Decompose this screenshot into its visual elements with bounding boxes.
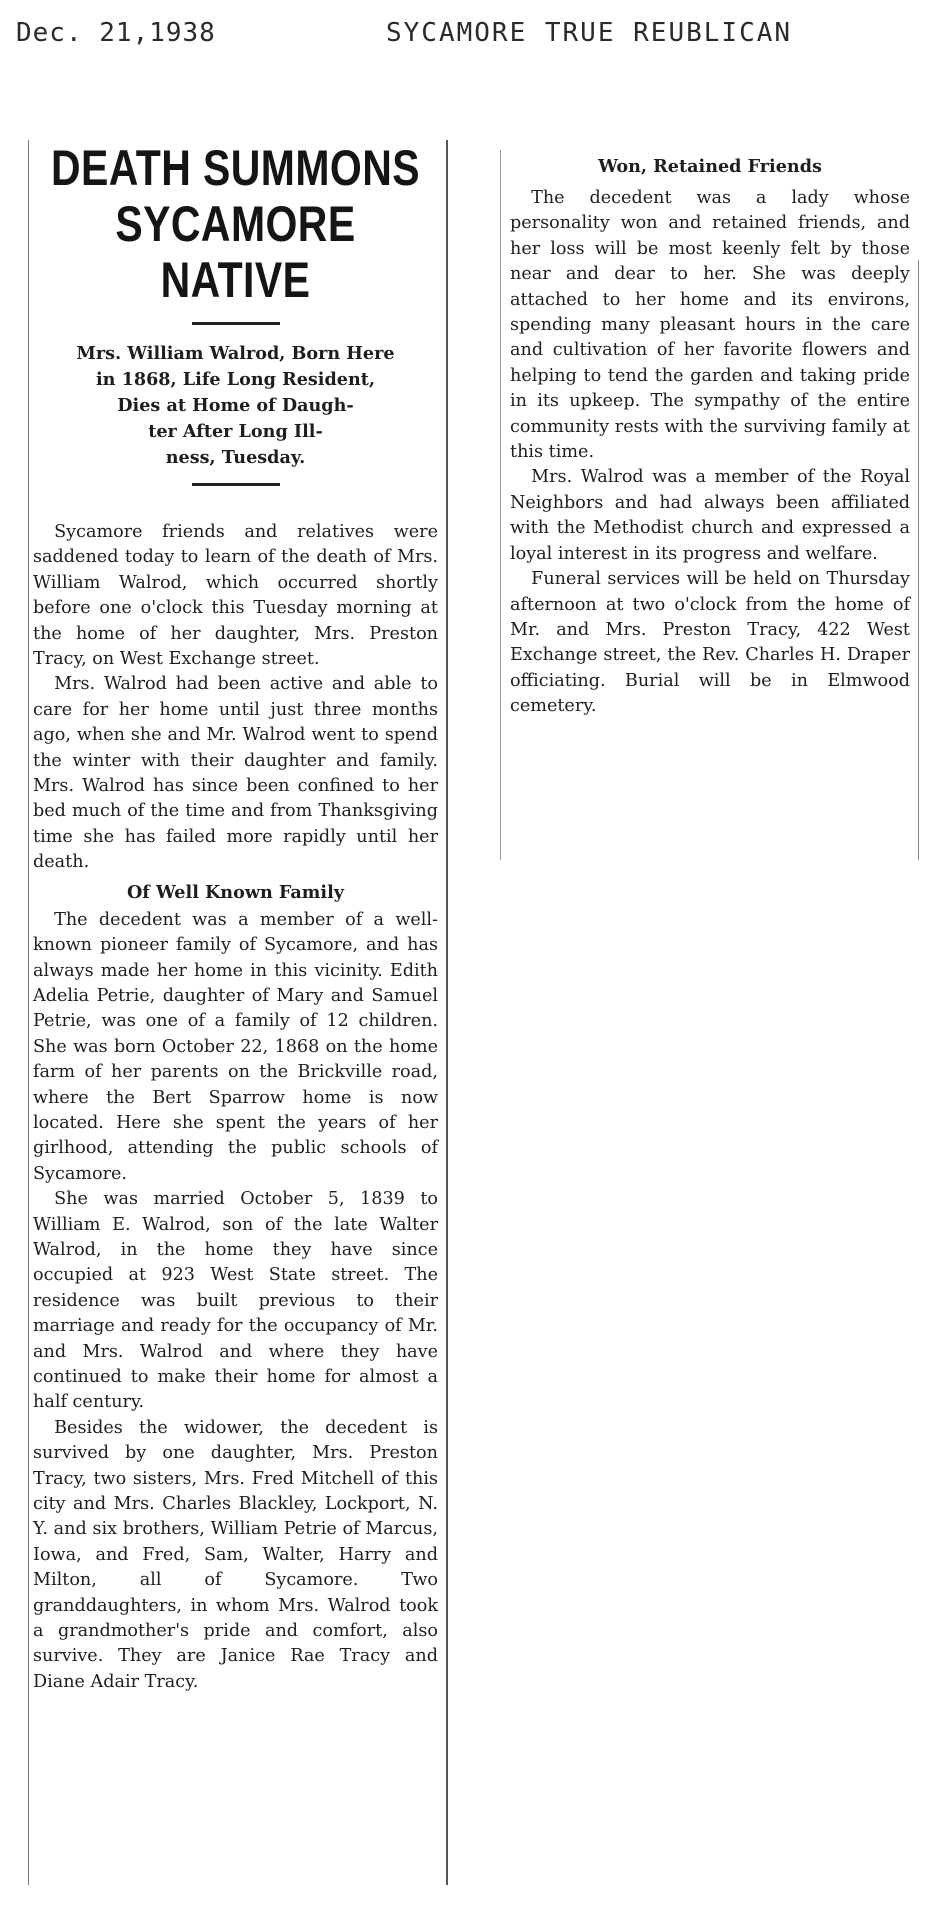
column-rule-middle-secondary <box>500 150 501 860</box>
deck-line: Dies at Home of Daugh- <box>117 395 354 416</box>
deck-line: Mrs. William Walrod, Born Here <box>76 343 395 364</box>
clipping-header <box>16 18 928 54</box>
deck-line: ness, Tuesday. <box>165 447 306 468</box>
column-rule-middle <box>446 140 448 1885</box>
headline-divider <box>192 322 280 325</box>
body-paragraph: Besides the widower, the decedent is survived by one daughter, Mrs. Preston Tracy, two sisters, Mrs. Fred Mitchell of this city and Mrs. Charles Blackley, Lockport, N. Y. and six brothers, William Petrie of Marcus, Iowa, and Fred, Sam, Walter, Harry and Milton, all of Sycamore. Two granddaughters, in whom Mrs. Walrod took a grandmother's pride and comfort, also survive. They are Janice Rae Tracy and Diane Adair Tracy. <box>33 1417 438 1692</box>
column-rule-right <box>918 260 919 860</box>
deck-divider <box>192 483 280 486</box>
subhead-won-retained-friends: Won, Retained Friends <box>598 156 822 177</box>
body-paragraph: Mrs. Walrod had been active and able to care for her home until just three months ago, when she and Mr. Walrod went to spend the winter with their daughter and family. Mrs. Walrod has since been confined to her bed much of the time and from Thanksgiving time she has failed more rapidly until her death. <box>33 674 438 873</box>
subhead-well-known-family: Of Well Known Family <box>126 881 345 903</box>
body-paragraph: Mrs. Walrod was a member of the Royal Neighbors and had always been affiliated with the Methodist church and expressed a loyal interest in its progress and welfare. <box>510 467 910 564</box>
newspaper-name: SYCAMORE TRUE REUBLICAN <box>386 18 793 48</box>
body-paragraph: The decedent was a member of a well-known pioneer family of Sycamore, and has always made her home in this vicinity. Edith Adelia Petrie, daughter of Mary and Samuel Petrie, was one of a family of 12 children. She was born October 22, 1868 on the home farm of her parents on the Brickville road, where the Bert Sparrow home is now located. Here she spent the years of her girlhood, attending the public schools of Sycamore. <box>33 909 438 1184</box>
deck-line: in 1868, Life Long Resident, <box>95 369 376 390</box>
headline-line-2: SYCAMORE NATIVE <box>115 196 356 308</box>
article-left-column <box>33 140 438 1695</box>
article-deck <box>33 341 438 471</box>
column-rule-left <box>28 140 29 1885</box>
body-paragraph: The decedent was a lady whose personality won and retained friends, and her loss will be most keenly felt by those near and dear to her. She was deeply attached to her home and its environs, spending many pleasant hours in the care and cultivation of her favorite flowers and helping to tend the garden and taking pride in its upkeep. The sympathy of the entire community rests with the surviving family at this time. <box>510 188 910 463</box>
body-paragraph: She was married October 5, 1839 to William E. Walrod, son of the late Walter Walrod, in the home they have since occupied at 923 West State street. The residence was built previous to their marriage and ready for the occupancy of Mr. and Mrs. Walrod and where they have continued to make their home for almost a half century. <box>33 1189 438 1413</box>
deck-line: ter After Long Ill- <box>148 421 323 442</box>
headline-line-1: DEATH SUMMONS <box>50 140 421 196</box>
article-headline <box>37 140 435 308</box>
clipping-date: Dec. 21,1938 <box>16 18 216 48</box>
article-right-column <box>510 152 910 720</box>
body-paragraph: Sycamore friends and relatives were saddened today to learn of the death of Mrs. William Walrod, which occurred shortly before one o'clock this Tuesday morning at the home of her daughter, Mrs. Preston Tracy, on West Exchange street. <box>33 522 438 670</box>
body-paragraph: Funeral services will be held on Thursday afternoon at two o'clock from the home of Mr. and Mrs. Preston Tracy, 422 West Exchange street, the Rev. Charles H. Draper officiating. Burial will be in Elmwood cemetery. <box>510 569 910 717</box>
